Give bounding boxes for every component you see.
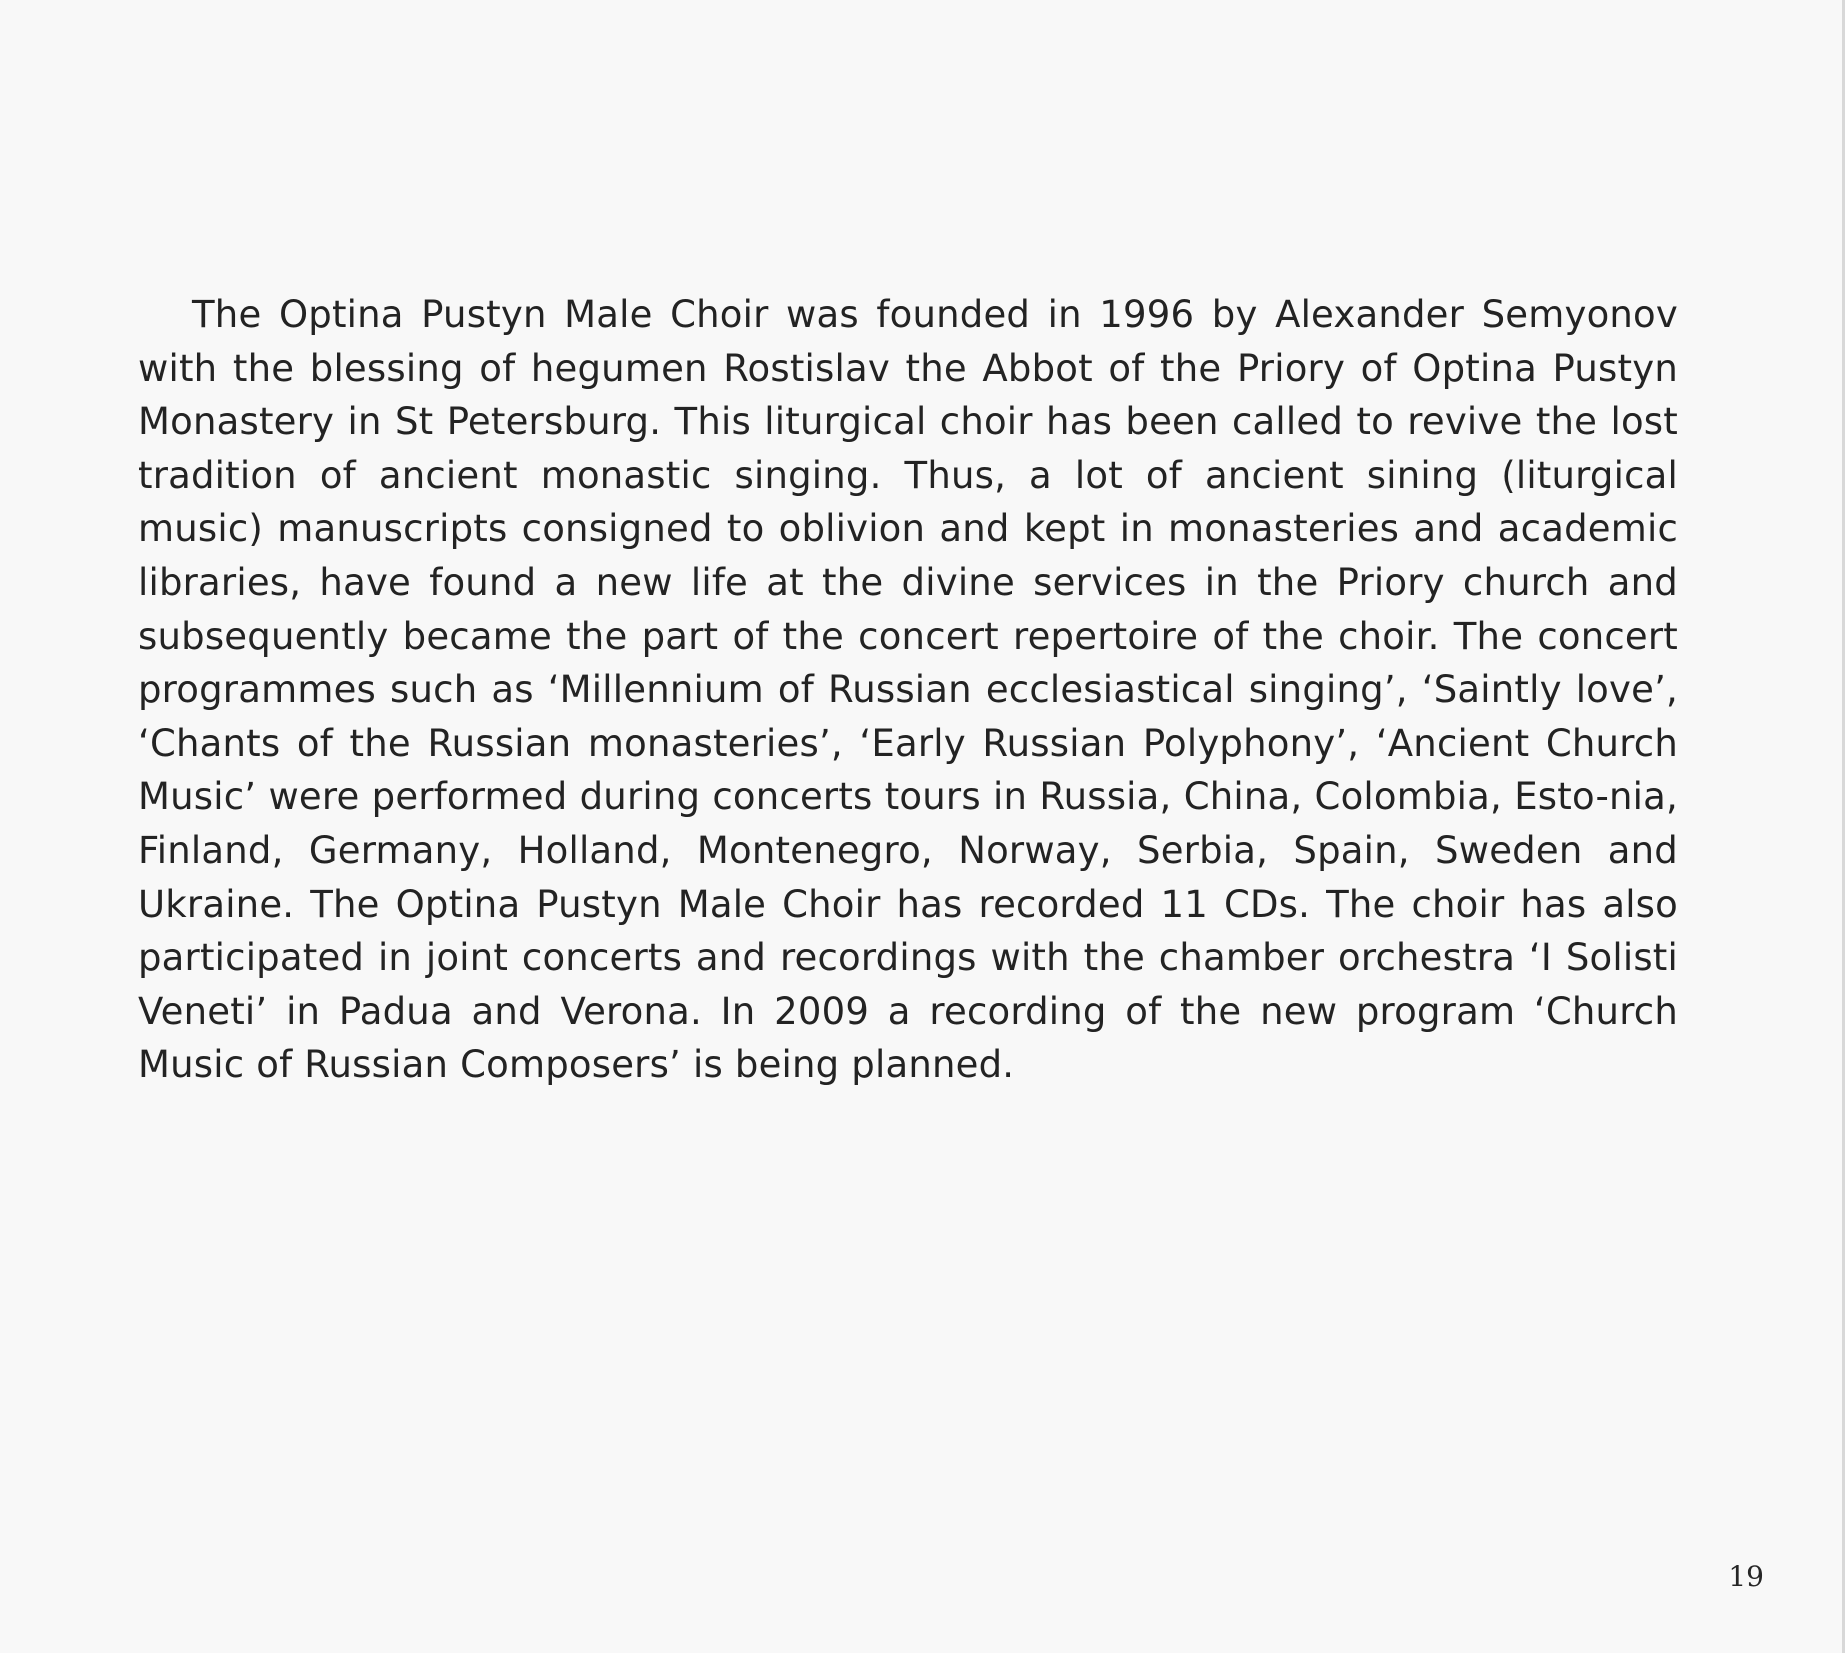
page-number: 19 [1728, 1560, 1764, 1593]
choir-history-paragraph: The Optina Pustyn Male Choir was founded in 1996 by Alexander Semyonov with the blessing of hegumen Rostislav the Abbot of the Priory of Optina Pustyn Monastery in St Petersburg. This liturgical choir has been called to revive the lost tradition of ancient monastic singing. Thus, a lot of ancient sining (liturgical music) manuscripts consigned to oblivion and kept in monasteries and academic libraries, have found a new life at the divine services in the Priory church and subsequently became the part of the concert repertoire of the choir. The concert programmes such as ‘Millennium of Russian ecclesiastical singing’, ‘Saintly love’, ‘Chants of the Russian monasteries’, ‘Early Russian Polyphony’, ‘Ancient Church Music’ were performed during concerts tours in Russia, China, Colombia, Esto-nia, Finland, Germany, Holland, Montenegro, Norway, Serbia, Spain, Sweden and Ukraine. The Optina Pustyn Male Choir has recorded 11 CDs. The choir has also participated in joint concerts and recordings with the chamber orchestra ‘I Solisti Veneti’ in Padua and Verona. In 2009 a recording of the new program ‘Church Music of Russian Composers’ is being planned. [138, 293, 1678, 1087]
